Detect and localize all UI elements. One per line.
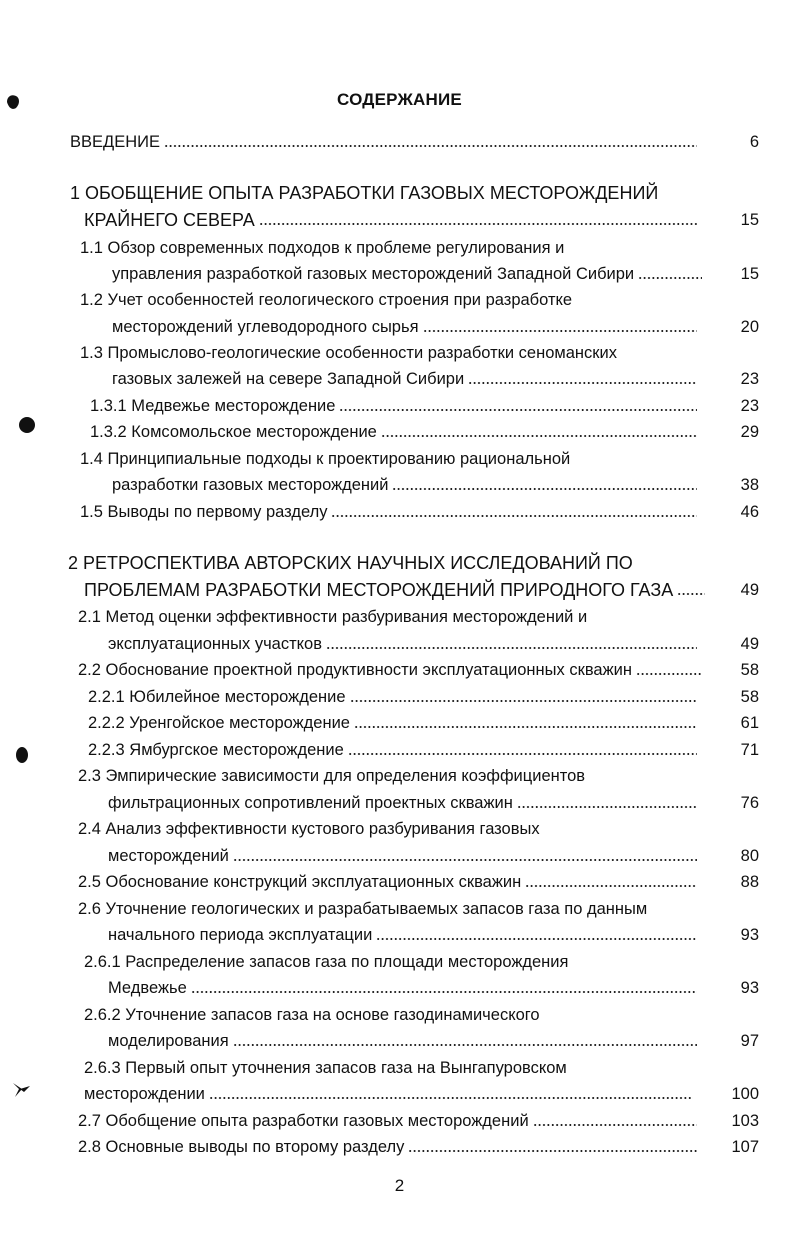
punch-hole-mark-icon <box>12 744 32 766</box>
toc-entry <box>0 447 799 471</box>
dot-leader <box>392 488 697 490</box>
page-number: 2 <box>394 1176 405 1195</box>
toc-entry-title: 1.3 Промыслово-геологические особенности разработки сеноманских <box>80 344 617 362</box>
punch-hole-mark-icon <box>4 92 22 112</box>
toc-entry-page: 23 <box>740 370 759 388</box>
toc-entry <box>0 551 799 575</box>
page-title: СОДЕРЖАНИЕ <box>337 90 462 109</box>
toc-entry-page: 38 <box>740 476 759 494</box>
toc-entry-page: 58 <box>740 688 759 706</box>
dot-leader <box>533 1124 697 1126</box>
toc-entry-title: фильтрационных сопротивлений проектных скважин <box>108 794 513 812</box>
toc-entry-page: 6 <box>749 133 759 151</box>
dot-leader <box>638 277 702 279</box>
toc-entry-title: 2.6.2 Уточнение запасов газа на основе газодинамического <box>84 1006 540 1024</box>
dot-leader <box>468 382 697 384</box>
toc-entry <box>0 208 799 232</box>
toc-entry-title: моделирования <box>108 1032 229 1050</box>
dot-leader <box>408 1150 697 1152</box>
toc-entry <box>0 1056 799 1080</box>
toc-entry-title: 2.5 Обоснование конструкций эксплуатационных скважин <box>78 873 522 891</box>
toc-entry <box>0 1003 799 1027</box>
toc-entry-title: КРАЙНЕГО СЕВЕРА <box>84 210 255 230</box>
dot-leader <box>517 806 697 808</box>
toc-entry-page: 76 <box>740 794 759 812</box>
punch-hole-mark-icon <box>10 1078 32 1100</box>
toc-entry-page: 29 <box>740 423 759 441</box>
toc-entry <box>0 791 799 815</box>
toc-entry-page: 49 <box>740 635 759 653</box>
toc-entry <box>0 817 799 841</box>
toc-entry-page: 23 <box>740 397 759 415</box>
dot-leader <box>677 593 705 595</box>
toc-entry-page: 93 <box>740 926 759 944</box>
dot-leader <box>233 1044 697 1046</box>
toc-entry-title: месторождений углеводородного сырья <box>112 318 419 336</box>
toc-entry <box>0 288 799 312</box>
toc-entry <box>0 1029 799 1053</box>
toc-entry-title: управления разработкой газовых месторождений Западной Сибири <box>112 265 635 283</box>
toc-entry-page: 93 <box>740 979 759 997</box>
toc-entry-page: 107 <box>731 1138 759 1156</box>
dot-leader <box>354 726 697 728</box>
dot-leader <box>326 647 697 649</box>
dot-leader <box>525 885 697 887</box>
toc-entry <box>0 181 799 205</box>
toc-entry <box>0 923 799 947</box>
toc-entry-title: 1.3.2 Комсомольское месторождение <box>90 423 377 441</box>
toc-entry <box>0 1109 799 1133</box>
toc-entry <box>0 658 799 682</box>
dot-leader <box>209 1097 693 1099</box>
toc-entry <box>0 315 799 339</box>
toc-entry-page: 100 <box>731 1085 759 1103</box>
toc-entry-page: 88 <box>740 873 759 891</box>
toc-entry-title: 1 ОБОБЩЕНИЕ ОПЫТА РАЗРАБОТКИ ГАЗОВЫХ МЕСТОРОЖДЕНИЙ <box>70 183 659 203</box>
dot-leader <box>376 938 697 940</box>
toc-entry-title: 2.7 Обобщение опыта разработки газовых месторождений <box>78 1112 529 1130</box>
toc-entry <box>0 950 799 974</box>
toc-entry-title: Медвежье <box>108 979 187 997</box>
dot-leader <box>636 673 701 675</box>
toc-entry <box>0 130 799 154</box>
dot-leader <box>339 409 697 411</box>
toc-entry <box>0 473 799 497</box>
toc-entry-page: 15 <box>740 211 759 229</box>
toc-entry-title: 2.6.3 Первый опыт уточнения запасов газа на Вынгапуровском <box>84 1059 567 1077</box>
dot-leader <box>233 859 697 861</box>
toc-entry-page: 61 <box>740 714 759 732</box>
toc-entry-title: 2.2.3 Ямбургское месторождение <box>88 741 344 759</box>
toc-entry <box>0 632 799 656</box>
toc-entry-page: 97 <box>740 1032 759 1050</box>
toc-entry-title: газовых залежей на севере Западной Сибири <box>112 370 465 388</box>
dot-leader <box>331 515 697 517</box>
toc-entry <box>0 764 799 788</box>
toc-entry <box>0 605 799 629</box>
toc-entry-title: 2.6.1 Распределение запасов газа по площади месторождения <box>84 953 569 971</box>
toc-entry-title: 2.8 Основные выводы по второму разделу <box>78 1138 405 1156</box>
toc-entry-title: начального периода эксплуатации <box>108 926 373 944</box>
toc-entry-page: 49 <box>740 581 759 599</box>
toc-entry-title: 1.3.1 Медвежье месторождение <box>90 397 336 415</box>
toc-entry-title: 2.4 Анализ эффективности кустового разбуривания газовых <box>78 820 540 838</box>
toc-entry <box>0 341 799 365</box>
toc-entry-title: 1.5 Выводы по первому разделу <box>80 503 328 521</box>
toc-entry-title: 2.2.2 Уренгойское месторождение <box>88 714 350 732</box>
toc-entry-title: ПРОБЛЕМАМ РАЗРАБОТКИ МЕСТОРОЖДЕНИЙ ПРИРОДНОГО ГАЗА <box>84 580 674 600</box>
toc-entry <box>0 262 799 286</box>
toc-entry-title: эксплуатационных участков <box>108 635 323 653</box>
dot-leader <box>164 145 697 147</box>
toc-entry <box>0 578 799 602</box>
toc-entry-page: 103 <box>731 1112 759 1130</box>
toc-entry <box>0 844 799 868</box>
toc-entry-title: 2.3 Эмпирические зависимости для определения коэффициентов <box>78 767 586 785</box>
toc-entry <box>0 367 799 391</box>
toc-entry-title: месторождений <box>108 847 229 865</box>
toc-entry-title: 2.1 Метод оценки эффективности разбуривания месторождений и <box>78 608 588 626</box>
toc-entry <box>0 420 799 444</box>
toc-entry <box>0 976 799 1000</box>
toc-entry <box>0 685 799 709</box>
toc-entry-title: 2.2.1 Юбилейное месторождение <box>88 688 346 706</box>
toc-entry-page: 71 <box>740 741 759 759</box>
toc-entry-title: 2.2 Обоснование проектной продуктивности эксплуатационных скважин <box>78 661 632 679</box>
toc-entry <box>0 870 799 894</box>
toc-entry-page: 15 <box>740 265 759 283</box>
toc-entry <box>0 1135 799 1159</box>
toc-entry <box>0 394 799 418</box>
toc-entry <box>0 500 799 524</box>
toc-entry-page: 46 <box>740 503 759 521</box>
toc-entry <box>0 1082 799 1106</box>
toc-entry-page: 20 <box>740 318 759 336</box>
toc-entry-title: месторождении <box>84 1085 205 1103</box>
dot-leader <box>423 330 697 332</box>
toc-entry-title: 1.1 Обзор современных подходов к проблеме регулирования и <box>80 239 565 257</box>
dot-leader <box>259 223 697 225</box>
toc-entry <box>0 897 799 921</box>
dot-leader <box>381 435 697 437</box>
toc-entry-title: ВВЕДЕНИЕ <box>70 133 160 151</box>
toc-entry <box>0 236 799 260</box>
dot-leader <box>348 753 697 755</box>
toc-entry-title: разработки газовых месторождений <box>112 476 389 494</box>
toc-entry <box>0 711 799 735</box>
toc-entry-page: 80 <box>740 847 759 865</box>
toc-entry-title: 1.4 Принципиальные подходы к проектированию рациональной <box>80 450 571 468</box>
toc-entry-title: 2.6 Уточнение геологических и разрабатываемых запасов газа по данным <box>78 900 648 918</box>
dot-leader <box>350 700 697 702</box>
toc-entry-page: 58 <box>740 661 759 679</box>
punch-hole-mark-icon <box>16 414 38 436</box>
toc-entry-title: 2 РЕТРОСПЕКТИВА АВТОРСКИХ НАУЧНЫХ ИССЛЕДОВАНИЙ ПО <box>68 553 633 573</box>
toc-entry-title: 1.2 Учет особенностей геологического строения при разработке <box>80 291 573 309</box>
dot-leader <box>191 991 697 993</box>
toc-entry <box>0 738 799 762</box>
